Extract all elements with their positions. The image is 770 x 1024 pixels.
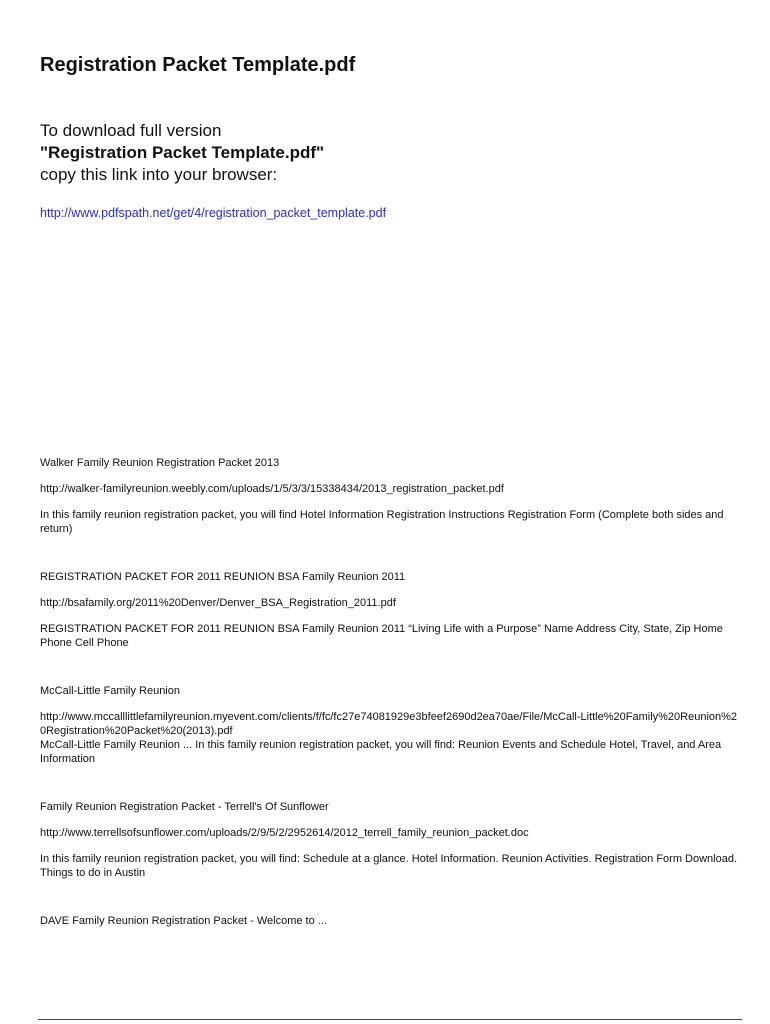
result-title: REGISTRATION PACKET FOR 2011 REUNION BSA Family Reunion 2011 [40,571,406,583]
result-title: McCall-Little Family Reunion [40,685,180,697]
result-url: http://www.terrellsofsunflower.com/uploads/2/9/5/2/2952614/2012_terrell_family_reunion_packet.doc [40,827,529,839]
download-line-3: copy this link into your browser: [40,165,278,184]
result-description: McCall-Little Family Reunion ... In this family reunion registration packet, you will find: Reunion Events and Schedule Hotel, Travel, and Area Information [40,739,722,765]
result-description: In this family reunion registration packet, you will find: Schedule at a glance. Hotel Information. Reunion Activities. Registration Form Download. Things to do in Austin [40,853,738,879]
result-title: Walker Family Reunion Registration Packet 2013 [40,457,280,469]
result-url: http://bsafamily.org/2011%20Denver/Denver_BSA_Registration_2011.pdf [40,597,396,609]
page-bottom-divider [38,1019,742,1020]
result-item [40,684,740,766]
result-title: Family Reunion Registration Packet - Terrell's Of Sunflower [40,801,329,813]
download-filename: "Registration Packet Template.pdf" [40,143,325,162]
result-description: REGISTRATION PACKET FOR 2011 REUNION BSA Family Reunion 2011 “Living Life with a Purpose” Name Address City, State, Zip Home Phone Cell Phone [40,623,723,649]
result-item [40,456,740,536]
download-instructions [40,120,324,186]
result-description: In this family reunion registration packet, you will find Hotel Information Registration Instructions Registration Form (Complete both sides and return) [40,509,724,535]
result-title: DAVE Family Reunion Registration Packet - Welcome to ... [40,915,327,927]
page-title: Registration Packet Template.pdf [40,54,356,76]
result-item [40,570,740,650]
search-results [40,456,740,962]
result-item [40,914,740,928]
result-url: http://www.mccalllittlefamilyreunion.myevent.com/clients/f/fc/fc27e74081929e3bfeef2690d2ea70ae/File/McCall-Little%20Family%20Reunion%20Registration%20Packet%20(2013).pdf [40,711,738,737]
result-url: http://walker-familyreunion.weebly.com/uploads/1/5/3/3/15338434/2013_registration_packet.pdf [40,483,504,495]
result-item [40,800,740,880]
download-line-1: To download full version [40,121,222,140]
download-link[interactable]: http://www.pdfspath.net/get/4/registration_packet_template.pdf [40,206,387,220]
